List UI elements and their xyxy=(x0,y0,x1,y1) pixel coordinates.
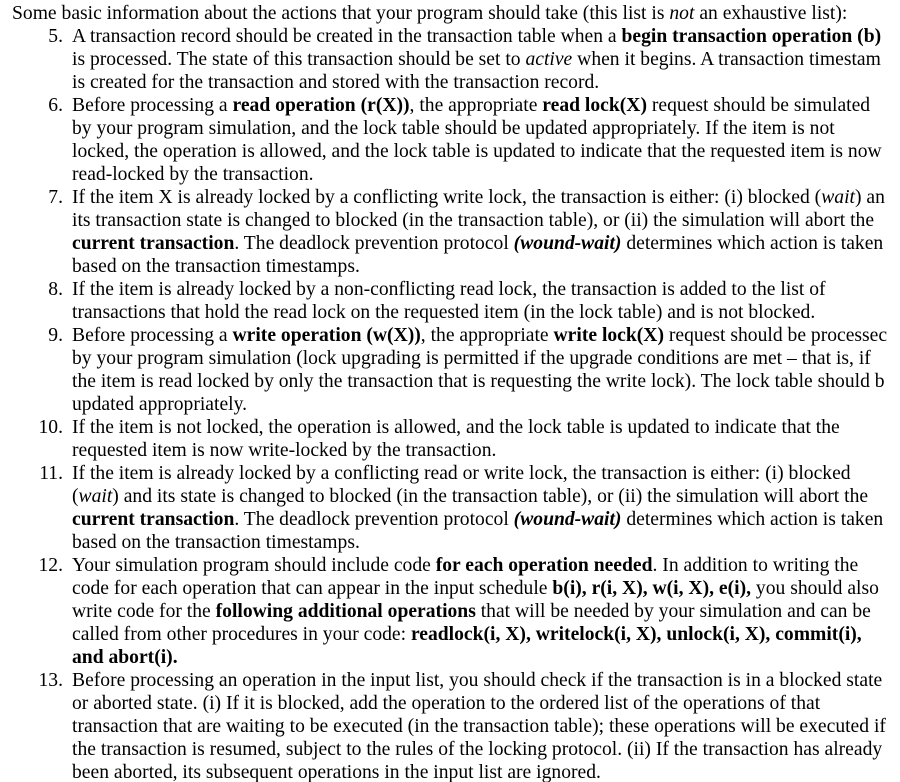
text-run: based on the transaction timestamps. xyxy=(72,532,360,553)
text-line xyxy=(72,94,900,117)
intro-text-end: an exhaustive list): xyxy=(694,3,848,24)
text-run: ( xyxy=(72,486,79,507)
text-line xyxy=(72,117,900,140)
text-line xyxy=(72,48,900,71)
text-run: read-locked by the transaction. xyxy=(72,164,314,185)
text-run: If the item is already locked by a non-conflicting read lock, the transaction is added to the list of xyxy=(72,279,826,300)
emphasized-text: for each operation needed xyxy=(435,555,653,576)
text-line xyxy=(72,25,900,48)
text-line xyxy=(72,439,900,462)
text-run: If the item is not locked, the operation is allowed, and the lock table is updated to indicate that the xyxy=(72,417,840,438)
text-line xyxy=(72,462,900,485)
emphasized-text: (wound-wait) xyxy=(513,233,622,254)
list-item-number: 7. xyxy=(48,187,63,208)
text-line xyxy=(72,485,900,508)
text-run: that will be needed by your simulation and can be xyxy=(475,601,871,622)
text-run: transaction that are waiting to be executed (in the transaction table); these operations will be executed if xyxy=(72,716,886,737)
text-run: locked, the operation is allowed, and the lock table is updated to indicate that the requested item is now xyxy=(72,141,882,162)
text-run: Before processing a xyxy=(72,325,233,346)
text-run: by your program simulation, and the lock table should be updated appropriately. If the item is not xyxy=(72,118,835,139)
text-line xyxy=(72,508,900,531)
text-run: ) and its state is changed to blocked (in the transaction table), or (ii) the simulation will abort the xyxy=(112,486,869,507)
list-item-number: 10. xyxy=(38,417,63,438)
text-line xyxy=(72,140,900,163)
text-line xyxy=(72,232,900,255)
list-item-number: 9. xyxy=(48,325,63,346)
emphasized-text: current transaction xyxy=(72,233,235,254)
text-run: . The deadlock prevention protocol xyxy=(234,233,514,254)
text-line xyxy=(72,416,900,439)
list-item xyxy=(0,25,900,94)
text-run: based on the transaction timestamps. xyxy=(72,256,360,277)
text-line xyxy=(72,209,900,232)
list-item xyxy=(0,324,900,416)
emphasized-text: b(i), r(i, X), w(i, X), e(i), xyxy=(552,578,751,599)
text-run: is created for the transaction and stored with the transaction record. xyxy=(72,72,600,93)
text-run: A transaction record should be created in the transaction table when a xyxy=(72,26,622,47)
text-line xyxy=(72,761,900,782)
list-item-number: 13. xyxy=(38,670,63,691)
emphasized-text: write operation (w(X)) xyxy=(232,325,421,346)
text-run: requested item is now write-locked by the transaction. xyxy=(72,440,497,461)
text-line xyxy=(72,370,900,393)
emphasized-text: (wound-wait) xyxy=(513,509,622,530)
list-item-number: 6. xyxy=(48,95,63,116)
text-line xyxy=(72,600,900,623)
text-line xyxy=(72,255,900,278)
text-run: Your simulation program should include code xyxy=(72,555,436,576)
emphasized-text: following additional operations xyxy=(215,601,476,622)
list-item xyxy=(0,462,900,554)
text-run: transactions that hold the read lock on the requested item (in the lock table) and is not blocked. xyxy=(72,302,816,323)
text-run: called from other procedures in your code: xyxy=(72,624,411,645)
text-line xyxy=(72,531,900,554)
text-run: . In addition to writing the xyxy=(652,555,859,576)
text-line xyxy=(72,646,900,669)
text-line xyxy=(72,715,900,738)
text-line xyxy=(72,623,900,646)
text-run: code for each operation that can appear in the input schedule xyxy=(72,578,553,599)
text-run: . The deadlock prevention protocol xyxy=(234,509,514,530)
list-item xyxy=(0,186,900,278)
numbered-list xyxy=(0,25,900,782)
text-run: by your program simulation (lock upgrading is permitted if the upgrade conditions are met – that is, if xyxy=(72,348,871,369)
text-line xyxy=(72,692,900,715)
list-item-number: 8. xyxy=(48,279,63,300)
emphasized-text: wait xyxy=(78,486,113,507)
text-line xyxy=(72,71,900,94)
text-run: If the item is already locked by a conflicting read or write lock, the transaction is either: (i) blocked xyxy=(72,463,851,484)
text-run: , the appropriate xyxy=(409,95,543,116)
emphasized-text: and abort(i). xyxy=(72,647,178,668)
emphasized-text: readlock(i, X), writelock(i, X), unlock(i, X), commit(i), xyxy=(410,624,862,645)
text-run: write code for the xyxy=(72,601,216,622)
intro-text-start: Some basic information about the actions that your program should take (this list is xyxy=(12,3,670,24)
emphasized-text: write lock(X) xyxy=(553,325,664,346)
list-item-number: 5. xyxy=(48,26,63,47)
text-line xyxy=(72,393,900,416)
text-line xyxy=(72,301,900,324)
text-line xyxy=(72,554,900,577)
list-item-number: 12. xyxy=(38,555,63,576)
emphasized-text: read operation (r(X)) xyxy=(232,95,410,116)
text-run: when it begins. A transaction timestam xyxy=(572,49,881,70)
text-run: If the item X is already locked by a conflicting write lock, the transaction is either: (i) blocked ( xyxy=(72,187,822,208)
list-item xyxy=(0,416,900,462)
text-run: is processed. The state of this transaction should be set to xyxy=(72,49,526,70)
text-line xyxy=(72,347,900,370)
text-run: the item is read locked by only the transaction that is requesting the write lock). The lock table should b xyxy=(72,371,885,392)
emphasized-text: read lock(X) xyxy=(542,95,647,116)
text-line xyxy=(72,163,900,186)
text-run: the transaction is resumed, subject to the rules of the locking protocol. (ii) If the transaction has already xyxy=(72,739,883,760)
intro-paragraph xyxy=(12,2,847,25)
text-run: request should be simulated xyxy=(646,95,871,116)
list-item xyxy=(0,669,900,782)
text-line xyxy=(72,577,900,600)
emphasized-text: active xyxy=(525,49,573,70)
text-line xyxy=(72,186,900,209)
text-run: you should also xyxy=(751,578,879,599)
list-item-number: 11. xyxy=(39,463,63,484)
text-line xyxy=(72,278,900,301)
list-item xyxy=(0,554,900,669)
text-run: determines which action is taken xyxy=(621,509,884,530)
list-item xyxy=(0,278,900,324)
list-item xyxy=(0,94,900,186)
text-run: or aborted state. (i) If it is blocked, add the operation to the ordered list of the operations of that xyxy=(72,693,821,714)
text-run: its transaction state is changed to blocked (in the transaction table), or (ii) the simulation will abort the xyxy=(72,210,875,231)
emphasized-text: begin transaction operation (b) xyxy=(621,26,882,47)
text-line xyxy=(72,324,900,347)
text-run: Before processing an operation in the input list, you should check if the transaction is in a blocked state xyxy=(72,670,883,691)
intro-emphasis: not xyxy=(669,3,695,24)
text-line xyxy=(72,738,900,761)
text-run: Before processing a xyxy=(72,95,233,116)
text-run: request should be processec xyxy=(663,325,888,346)
text-line xyxy=(72,669,900,692)
text-run: ) an xyxy=(854,187,885,208)
emphasized-text: wait xyxy=(821,187,855,208)
text-run: determines which action is taken xyxy=(621,233,884,254)
text-run: been aborted, its subsequent operations in the input list are ignored. xyxy=(72,762,601,782)
emphasized-text: current transaction xyxy=(72,509,235,530)
text-run: , the appropriate xyxy=(420,325,554,346)
text-run: updated appropriately. xyxy=(72,394,248,415)
